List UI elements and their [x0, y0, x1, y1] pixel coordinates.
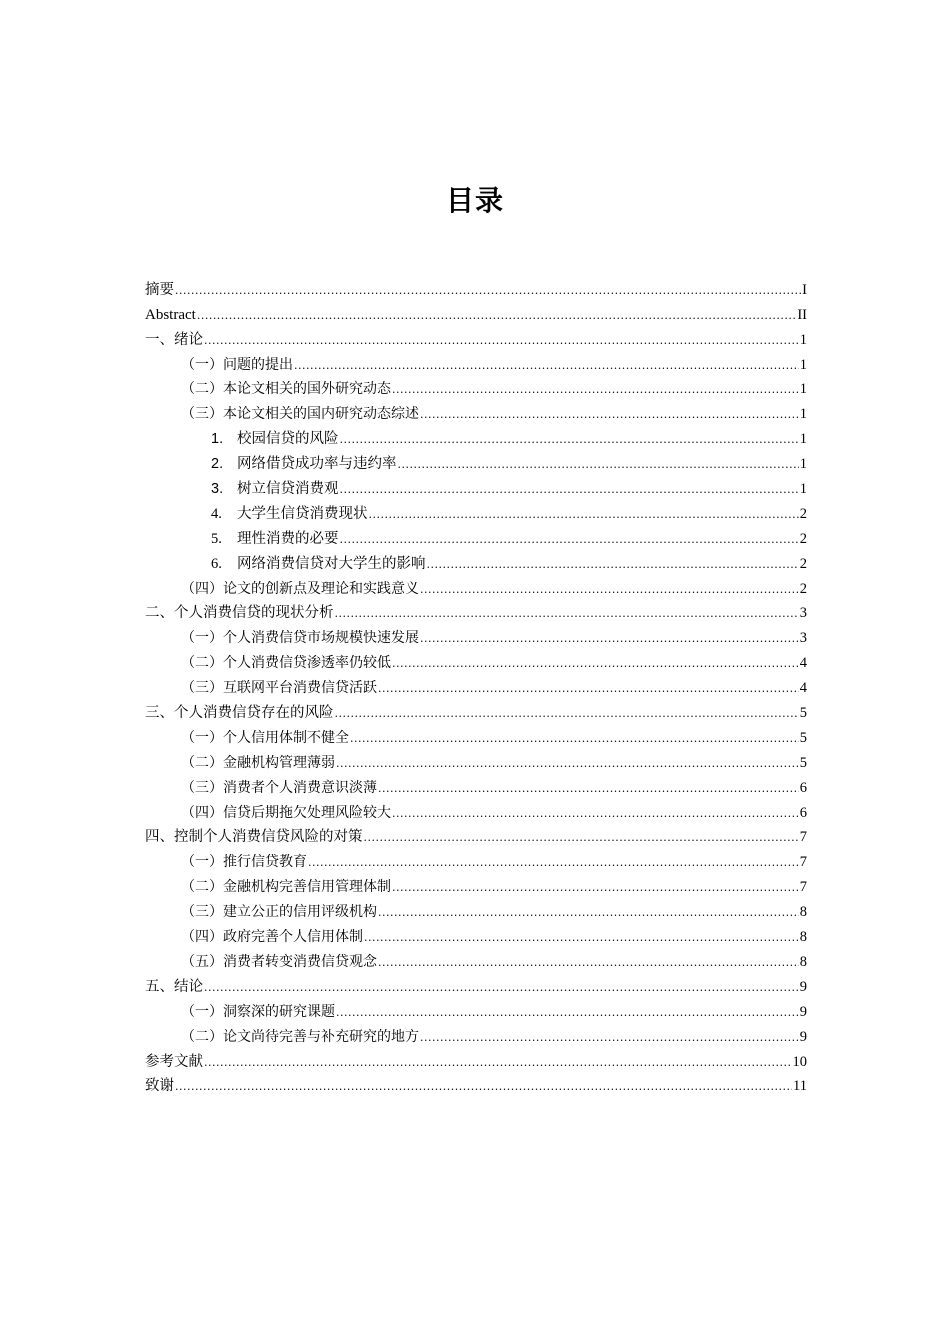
- toc-entry-abstract-cn[interactable]: [145, 275, 807, 300]
- page-title: 目录: [445, 184, 504, 217]
- toc-entry-label: 理性消费的必要: [237, 530, 339, 547]
- toc-entry-section[interactable]: [145, 574, 807, 599]
- toc-leader-dots: [336, 1004, 799, 1022]
- toc-entry-label: （一）洞察深的研究课题: [181, 1003, 335, 1020]
- toc-entry-label: 树立信贷消费观: [237, 481, 339, 498]
- toc-page-number: 1: [799, 456, 807, 473]
- toc-leader-dots: [378, 780, 799, 798]
- toc-entry-chapter-2[interactable]: [145, 599, 807, 624]
- toc-entry-section[interactable]: [145, 673, 807, 698]
- toc-page-number: 9: [799, 978, 807, 995]
- toc-entry-label: （四）信贷后期拖欠处理风险较大: [181, 804, 391, 821]
- toc-entry-label: （四）论文的创新点及理论和实践意义: [181, 580, 419, 597]
- toc-leader-dots: [420, 406, 799, 424]
- toc-page-number: 8: [799, 904, 807, 921]
- toc-entry-chapter-4[interactable]: [145, 823, 807, 848]
- toc-entry-section[interactable]: [145, 399, 807, 424]
- toc-leader-dots: [335, 605, 799, 623]
- toc-page-number: 7: [799, 879, 807, 896]
- toc-page-number: 4: [799, 680, 807, 697]
- toc-entry-number: 5.: [211, 530, 222, 547]
- toc-entry-label: 二、个人消费信贷的现状分析: [145, 605, 334, 622]
- toc-entry-label-group: [211, 429, 339, 449]
- toc-entry-label: 大学生信贷消费现状: [237, 505, 368, 522]
- toc-leader-dots: [294, 357, 799, 375]
- toc-entry-subsection[interactable]: [145, 499, 807, 524]
- toc-leader-dots: [340, 531, 799, 549]
- toc-entry-section[interactable]: [145, 997, 807, 1022]
- toc-entry-label-group: [211, 529, 339, 549]
- toc-page-number: 1: [799, 431, 807, 448]
- toc-page-number: 2: [799, 505, 807, 522]
- toc-entry-subsection[interactable]: [145, 524, 807, 549]
- toc-leader-dots: [308, 854, 799, 872]
- toc-page-number: 11: [793, 1078, 807, 1095]
- toc-page-number: 5: [799, 705, 807, 722]
- toc-entry-section[interactable]: [145, 798, 807, 823]
- toc-leader-dots: [378, 954, 799, 972]
- toc-leader-dots: [175, 282, 801, 300]
- toc-leader-dots: [340, 481, 799, 499]
- toc-page-number: 8: [799, 929, 807, 946]
- toc-entry-acknowledgements[interactable]: [145, 1072, 807, 1097]
- toc-page-number: 9: [799, 1003, 807, 1020]
- toc-page-number: 5: [799, 754, 807, 771]
- toc-leader-dots: [420, 630, 799, 648]
- toc-entry-label: （三）消费者个人消费意识淡薄: [181, 779, 377, 796]
- toc-entry-section[interactable]: [145, 1022, 807, 1047]
- toc-entry-chapter-1[interactable]: [145, 325, 807, 350]
- toc-entry-label: 摘要: [145, 281, 174, 298]
- toc-entry-label: （五）消费者转变消费信贷观念: [181, 953, 377, 970]
- toc-entry-label: 五、结论: [145, 978, 203, 995]
- toc-entry-label: 校园信贷的风险: [237, 431, 339, 448]
- toc-entry-section[interactable]: [145, 922, 807, 947]
- toc-leader-dots: [369, 506, 799, 524]
- toc-page-number: 3: [799, 630, 807, 647]
- toc-entry-label: （二）金融机构管理薄弱: [181, 754, 335, 771]
- toc-page-number: I: [802, 281, 807, 298]
- toc-entry-label: 网络消费信贷对大学生的影响: [237, 555, 426, 572]
- toc-page-number: II: [797, 306, 807, 323]
- toc-entry-number: 6.: [211, 555, 222, 572]
- toc-entry-section[interactable]: [145, 350, 807, 375]
- table-of-contents: [145, 275, 807, 1096]
- toc-page-number: 2: [799, 580, 807, 597]
- toc-entry-subsection[interactable]: [145, 549, 807, 574]
- toc-leader-dots: [204, 332, 799, 350]
- toc-page-number: 1: [799, 356, 807, 373]
- toc-page-number: 7: [799, 829, 807, 846]
- toc-page-number: 6: [799, 779, 807, 796]
- toc-entry-section[interactable]: [145, 897, 807, 922]
- toc-page-number: 10: [792, 1053, 807, 1070]
- toc-entry-number: 1.: [211, 431, 224, 448]
- toc-page-number: 1: [799, 406, 807, 423]
- toc-entry-label: 一、绪论: [145, 331, 203, 348]
- toc-entry-label: 三、个人消费信贷存在的风险: [145, 705, 334, 722]
- toc-leader-dots: [392, 655, 799, 673]
- toc-page-number: 6: [799, 804, 807, 821]
- toc-leader-dots: [364, 829, 799, 847]
- toc-entry-section[interactable]: [145, 847, 807, 872]
- toc-leader-dots: [175, 1078, 792, 1096]
- toc-page-number: 2: [799, 530, 807, 547]
- toc-page-number: 3: [799, 605, 807, 622]
- toc-entry-subsection[interactable]: [145, 449, 807, 474]
- toc-entry-section[interactable]: [145, 723, 807, 748]
- toc-entry-section[interactable]: [145, 748, 807, 773]
- toc-entry-label: （四）政府完善个人信用体制: [181, 929, 363, 946]
- toc-entry-section[interactable]: [145, 648, 807, 673]
- toc-page-number: 1: [799, 381, 807, 398]
- toc-page-number: 7: [799, 854, 807, 871]
- toc-entry-label: （二）本论文相关的国外研究动态: [181, 381, 391, 398]
- toc-leader-dots: [392, 381, 799, 399]
- toc-entry-label-group: [211, 504, 368, 524]
- toc-entry-label: （一）推行信贷教育: [181, 854, 307, 871]
- toc-leader-dots: [392, 805, 799, 823]
- toc-leader-dots: [340, 431, 799, 449]
- toc-entry-label: 四、控制个人消费信贷风险的对策: [145, 829, 363, 846]
- toc-leader-dots: [204, 1054, 792, 1072]
- toc-leader-dots: [336, 755, 799, 773]
- toc-entry-chapter-5[interactable]: [145, 972, 807, 997]
- toc-leader-dots: [398, 456, 799, 474]
- toc-leader-dots: [420, 1029, 799, 1047]
- toc-entry-abstract-en[interactable]: [145, 300, 807, 325]
- toc-entry-section[interactable]: [145, 773, 807, 798]
- toc-entry-section[interactable]: [145, 872, 807, 897]
- toc-entry-label: （一）个人信用体制不健全: [181, 729, 349, 746]
- toc-entry-section[interactable]: [145, 947, 807, 972]
- toc-entry-label-group: [211, 554, 426, 574]
- toc-page-number: 2: [799, 555, 807, 572]
- toc-page-number: 1: [799, 331, 807, 348]
- toc-entry-number: 4.: [211, 505, 222, 522]
- toc-entry-label: （三）互联网平台消费信贷活跃: [181, 680, 377, 697]
- toc-entry-subsection[interactable]: [145, 424, 807, 449]
- toc-leader-dots: [335, 705, 799, 723]
- toc-entry-label: 致谢: [145, 1078, 174, 1095]
- toc-page-number: 9: [799, 1028, 807, 1045]
- toc-entry-label: （二）论文尚待完善与补充研究的地方: [181, 1028, 419, 1045]
- toc-leader-dots: [427, 556, 799, 574]
- toc-entry-section[interactable]: [145, 623, 807, 648]
- toc-leader-dots: [350, 730, 799, 748]
- toc-leader-dots: [378, 680, 799, 698]
- toc-leader-dots: [392, 879, 799, 897]
- toc-entry-label: Abstract: [145, 306, 196, 323]
- toc-leader-dots: [420, 581, 799, 599]
- toc-entry-label-group: [211, 454, 397, 474]
- toc-entry-number: 3.: [211, 481, 224, 498]
- toc-page-number: 1: [799, 481, 807, 498]
- toc-entry-label: 网络借贷成功率与违约率: [237, 456, 397, 473]
- toc-entry-label-group: [211, 479, 339, 499]
- toc-entry-label: （一）个人消费信贷市场规模快速发展: [181, 630, 419, 647]
- toc-leader-dots: [364, 929, 799, 947]
- toc-entry-label: （二）金融机构完善信用管理体制: [181, 879, 391, 896]
- toc-page-number: 5: [799, 729, 807, 746]
- toc-page-number: 4: [799, 655, 807, 672]
- toc-entry-references[interactable]: [145, 1047, 807, 1072]
- toc-entry-subsection[interactable]: [145, 474, 807, 499]
- toc-entry-label: （一）问题的提出: [181, 356, 293, 373]
- toc-entry-number: 2.: [211, 456, 224, 473]
- toc-entry-label: （二）个人消费信贷渗透率仍较低: [181, 655, 391, 672]
- toc-leader-dots: [204, 979, 799, 997]
- toc-entry-section[interactable]: [145, 375, 807, 400]
- toc-entry-label: （三）建立公正的信用评级机构: [181, 904, 377, 921]
- toc-entry-label: 参考文献: [145, 1053, 203, 1070]
- toc-entry-chapter-3[interactable]: [145, 698, 807, 723]
- toc-entry-label: （三）本论文相关的国内研究动态综述: [181, 406, 419, 423]
- toc-leader-dots: [378, 904, 799, 922]
- toc-page-number: 8: [799, 953, 807, 970]
- toc-leader-dots: [197, 307, 797, 325]
